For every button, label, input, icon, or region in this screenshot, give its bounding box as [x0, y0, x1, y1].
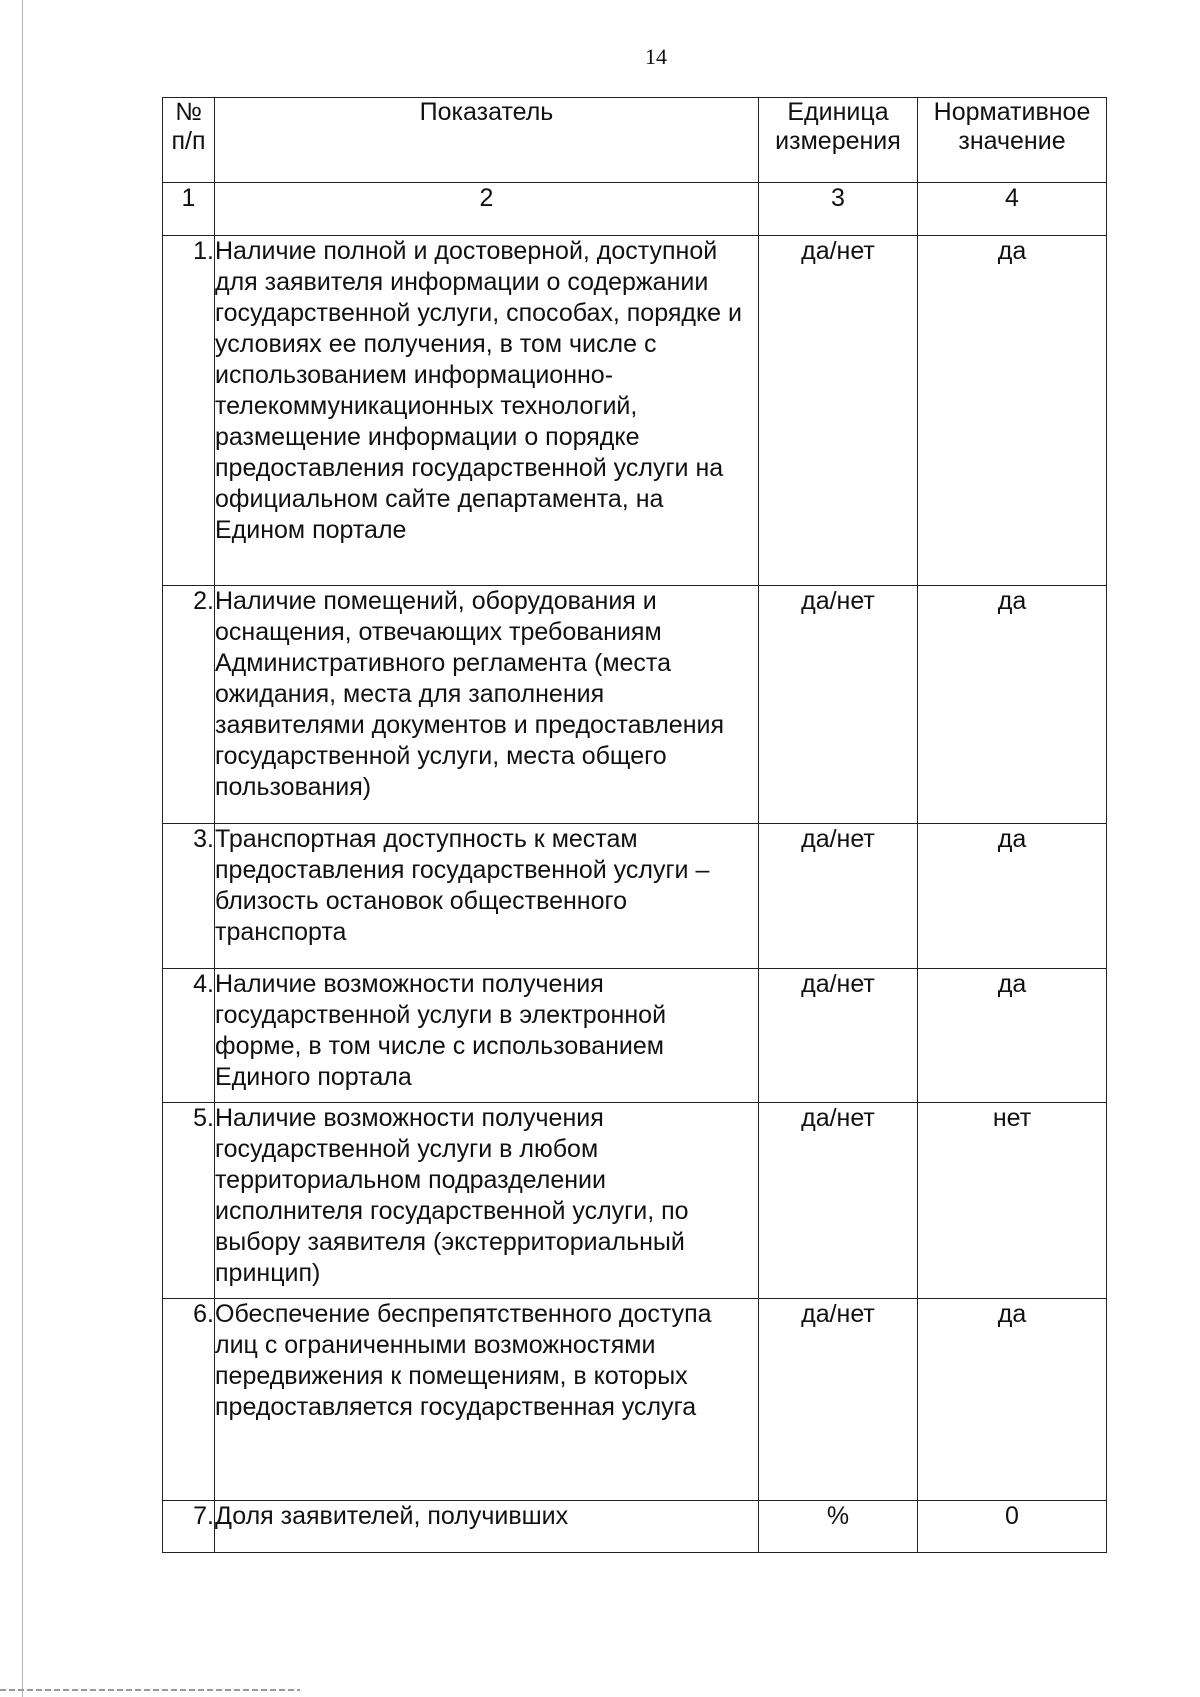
- table-row: [163, 236, 1107, 586]
- row-unit: да/нет: [759, 236, 918, 586]
- row-unit: да/нет: [759, 1299, 918, 1501]
- table-row: [163, 1299, 1107, 1501]
- row-number: 3.: [163, 824, 215, 969]
- row-number: 2.: [163, 586, 215, 824]
- row-unit: да/нет: [759, 1103, 918, 1299]
- column-index-cell: 2: [215, 183, 759, 236]
- row-number: 4.: [163, 969, 215, 1103]
- row-indicator: Наличие помещений, оборудования и оснащения, отвечающих требованиям Административного регламента (места ожидания, места для заполнения заявителями документов и предоставления государственной услуги, места общего пользования): [215, 586, 759, 824]
- row-unit: да/нет: [759, 824, 918, 969]
- header-row: [163, 98, 1107, 183]
- page-number: 14: [645, 44, 667, 69]
- row-indicator: Обеспечение беспрепятственного доступа лиц с ограниченными возможностями передвижения к помещениям, в которых предоставляется государственная услуга: [215, 1299, 759, 1501]
- row-indicator: Транспортная доступность к местам предоставления государственной услуги – близость остановок общественного транспорта: [215, 824, 759, 969]
- table-row: [163, 1103, 1107, 1299]
- column-index-cell: 4: [918, 183, 1107, 236]
- row-indicator: Наличие возможности получения государственной услуги в электронной форме, в том числе с использованием Единого портала: [215, 969, 759, 1103]
- header-number: № п/п: [163, 98, 215, 183]
- row-normative-value: да: [918, 586, 1107, 824]
- scan-left-rule: [22, 0, 23, 1697]
- scan-bottom-edge: [0, 1689, 300, 1691]
- row-normative-value: да: [918, 1299, 1107, 1501]
- table-body: [163, 183, 1107, 1553]
- table-row: [163, 824, 1107, 969]
- row-number: 5.: [163, 1103, 215, 1299]
- column-index-cell: 3: [759, 183, 918, 236]
- row-indicator: Наличие возможности получения государственной услуги в любом территориальном подразделении исполнителя государственной услуги, по выбору заявителя (экстерриториальный принцип): [215, 1103, 759, 1299]
- row-number: 1.: [163, 236, 215, 586]
- table-row: [163, 969, 1107, 1103]
- header-unit: Единица измерения: [759, 98, 918, 183]
- table-row: [163, 1501, 1107, 1553]
- row-number: 7.: [163, 1501, 215, 1553]
- indicators-table: [162, 97, 1107, 1553]
- header-normative-value: Нормативное значение: [918, 98, 1107, 183]
- column-index-cell: 1: [163, 183, 215, 236]
- table-header: [163, 98, 1107, 183]
- row-normative-value: нет: [918, 1103, 1107, 1299]
- row-indicator: Доля заявителей, получивших: [215, 1501, 759, 1553]
- row-normative-value: да: [918, 824, 1107, 969]
- row-unit: да/нет: [759, 586, 918, 824]
- table-row: [163, 586, 1107, 824]
- row-indicator: Наличие полной и достоверной, доступной для заявителя информации о содержании государственной услуги, способах, порядке и условиях ее получения, в том числе с использованием информационно-телекоммуникационных технологий, размещение информации о порядке предоставления государственной услуги на официальном сайте департамента, на Едином портале: [215, 236, 759, 586]
- row-unit: %: [759, 1501, 918, 1553]
- row-normative-value: да: [918, 236, 1107, 586]
- row-unit: да/нет: [759, 969, 918, 1103]
- row-normative-value: 0: [918, 1501, 1107, 1553]
- column-index-row: [163, 183, 1107, 236]
- row-normative-value: да: [918, 969, 1107, 1103]
- header-indicator: Показатель: [215, 98, 759, 183]
- row-number: 6.: [163, 1299, 215, 1501]
